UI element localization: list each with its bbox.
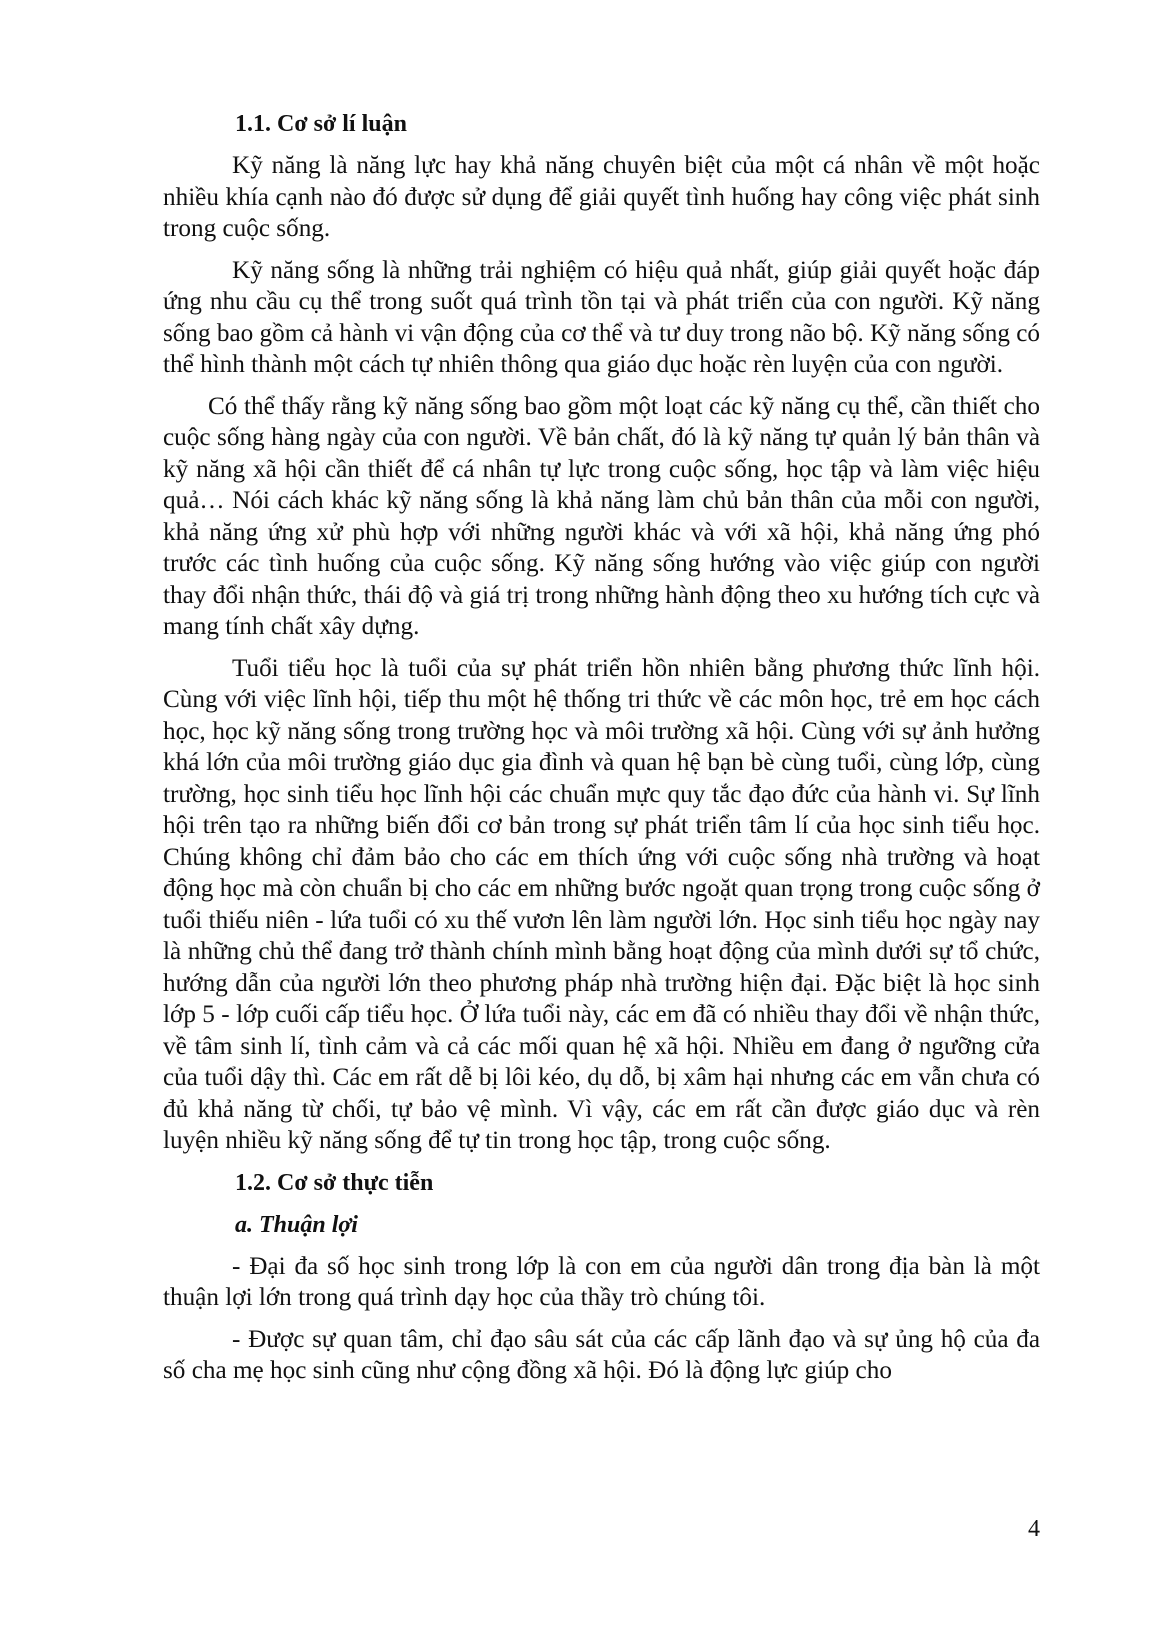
paragraph-ban-chat: Có thể thấy rằng kỹ năng sống bao gồm một loạt các kỹ năng cụ thể, cần thiết cho cuộc sống hàng ngày của con người. Về bản chất, đó là kỹ năng tự quản lý bản thân và kỹ năng xã hội cần thiết để cá nhân tự lực trong cuộc sống, học tập và làm việc hiệu quả… Nói cách khác kỹ năng sống là khả năng làm chủ bản thân của mỗi con người, khả năng ứng xử phù hợp với những người khác và với xã hội, khả năng ứng phó trước các tình huống của cuộc sống. Kỹ năng sống hướng vào việc giúp con người thay đổi nhận thức, thái độ và giá trị trong những hành động theo xu hướng tích cực và mang tính chất xây dựng.	[163, 392, 1040, 640]
list-item: - Được sự quan tâm, chỉ đạo sâu sát của các cấp lãnh đạo và sự ủng hộ của đa số cha mẹ học sinh cũng như cộng đồng xã hội. Đó là động lực giúp cho	[163, 1325, 1040, 1384]
paragraph-ky-nang: Kỹ năng là năng lực hay khả năng chuyên biệt của một cá nhân về một hoặc nhiều khía cạnh nào đó được sử dụng để giải quyết tình huống hay công việc phát sinh trong cuộc sống.	[163, 152, 1040, 242]
list-item: - Đại đa số học sinh trong lớp là con em của người dân trong địa bàn là một thuận lợi lớn trong quá trình dạy học của thầy trò chúng tôi.	[163, 1252, 1040, 1311]
page-number: 4	[1028, 1516, 1040, 1542]
document-page	[163, 98, 1040, 1397]
paragraph-ky-nang-song: Kỹ năng sống là những trải nghiệm có hiệu quả nhất, giúp giải quyết hoặc đáp ứng nhu cầu cụ thể trong suốt quá trình tồn tại và phát triển của con người. Kỹ năng sống bao gồm cả hành vi vận động của cơ thể và tư duy trong não bộ. Kỹ năng sống có thể hình thành một cách tự nhiên thông qua giáo dục hoặc rèn luyện của con người.	[163, 256, 1040, 378]
section-heading-1-1: 1.1. Cơ sở lí luận	[235, 111, 407, 137]
section-heading-1-2: 1.2. Cơ sở thực tiễn	[235, 1169, 434, 1196]
subsection-heading-thuan-loi: a. Thuận lợi	[235, 1211, 358, 1238]
paragraph-tuoi-tieu-hoc: Tuổi tiểu học là tuổi của sự phát triển hồn nhiên bằng phương thức lĩnh hội. Cùng với việc lĩnh hội, tiếp thu một hệ thống tri thức về các môn học, trẻ em học cách học, học kỹ năng sống trong trường học và môi trường xã hội. Cùng với sự ảnh hưởng khá lớn của môi trường giáo dục gia đình và quan hệ bạn bè cùng tuổi, cùng lớp, cùng trường, học sinh tiểu học lĩnh hội các chuẩn mực quy tắc đạo đức của hành vi. Sự lĩnh hội trên tạo ra những biến đổi cơ bản trong sự phát triển tâm lí của học sinh tiểu học. Chúng không chỉ đảm bảo cho các em thích ứng với cuộc sống nhà trường và hoạt động học mà còn chuẩn bị cho các em những bước ngoặt quan trọng trong cuộc sống ở tuổi thiếu niên - lứa tuổi có xu thế vươn lên làm người lớn. Học sinh tiểu học ngày nay là những chủ thể đang trở thành chính mình bằng hoạt động của mình dưới sự tổ chức, hướng dẫn của người lớn theo phương pháp nhà trường hiện đại. Đặc biệt là học sinh lớp 5 - lớp cuối cấp tiểu học. Ở lứa tuổi này, các em đã có nhiều thay đổi về nhận thức, về tâm sinh lí, tình cảm và cả các mối quan hệ xã hội. Nhiều em đang ở ngưỡng cửa của tuổi dậy thì. Các em rất dễ bị lôi kéo, dụ dỗ, bị xâm hại nhưng các em vẫn chưa có đủ khả năng từ chối, tự bảo vệ mình. Vì vậy, các em rất cần được giáo dục và rèn luyện nhiều kỹ năng sống để tự tin trong học tập, trong cuộc sống.	[163, 654, 1040, 1154]
